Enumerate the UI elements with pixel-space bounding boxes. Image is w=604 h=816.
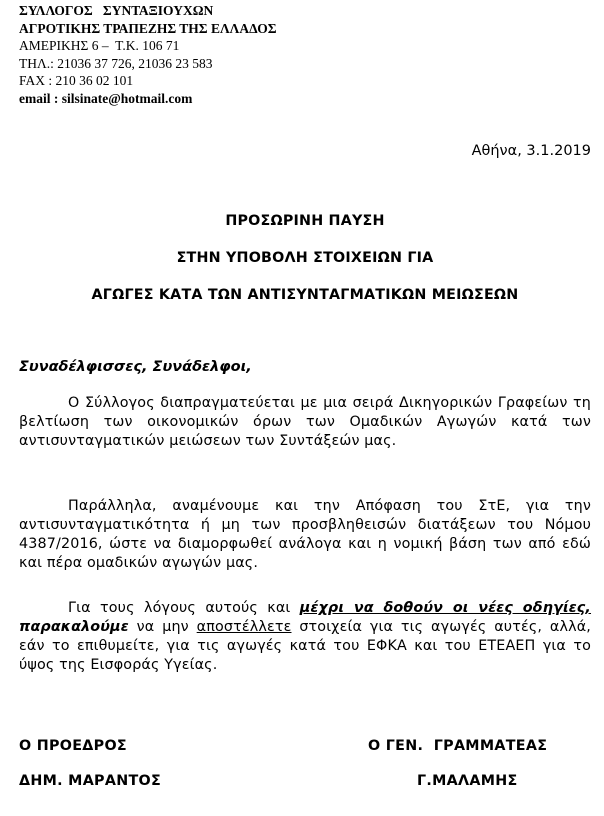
letterhead [19,2,419,108]
letterhead-fax: FAX : 210 36 02 101 [19,73,134,89]
secretary-name: Γ.ΜΑΛΑΜΗΣ [417,773,518,789]
letterhead-address: ΑΜΕΡΙΚΗΣ 6 – Τ.Κ. 106 71 [19,38,180,54]
paragraph-2: Παράλληλα, αναμένουμε και την Απόφαση του ΣτΕ, για την αντισυνταγματικότητα ή μη των προσβληθεισών διατάξεων του Νόμου 4387/2016, ώστε να διαμορφωθεί ανάλογα και η νομική βάση των από εδώ και πέρα ομαδικών αγωγών μας. [19,498,591,571]
letterhead-line2: ΑΓΡΟΤΙΚΗΣ ΤΡΑΠΕΖΗΣ ΤΗΣ ΕΛΛΑΔΟΣ [19,20,277,36]
paragraph-3-text: να μην [128,619,197,635]
paragraph-3-text: Για τους λόγους αυτούς και [68,600,300,616]
paragraph-3-emphasis: μέχρι να δοθούν οι νέες οδηγίες, [299,600,592,616]
letterhead-line1: ΣΥΛΛΟΓΟΣ ΣΥΝΤΑΞΙΟΥΧΩΝ [19,3,214,18]
letterhead-email: email : silsinate@hotmail.com [19,90,193,106]
paragraph-1: Ο Σύλλογος διαπραγματεύεται με μια σειρά Δικηγορικών Γραφείων τη βελτίωση των οικονομικών όρων των Ομαδικών Αγωγών κατά των αντισυνταγματικών μειώσεων των Συντάξεών μας. [19,395,591,449]
president-title: Ο ΠΡΟΕΔΡΟΣ [19,738,127,754]
letterhead-phone: ΤΗΛ.: 21036 37 726, 21036 23 583 [19,55,213,71]
president-name: ΔΗΜ. ΜΑΡΑΝΤΟΣ [19,773,162,789]
paragraph-3-text: στοιχεία για τις αγωγές αυτές, αλλά, εάν το επιθυμείτε, για τις αγωγές κατά του ΕΦΚΑ και του ΕΤΕΑΕΠ για το ύψος της Εισφοράς Υγείας. [19,619,591,673]
secretary-title: Ο ΓΕΝ. ΓΡΑΜΜΑΤΕΑΣ [368,738,548,754]
paragraph-3-request: παρακαλούμε [19,619,129,635]
title-line2: ΣΤΗΝ ΥΠΟΒΟΛΗ ΣΤΟΙΧΕΙΩΝ ΓΙΑ [176,250,434,266]
greeting: Συναδέλφισσες, Συνάδελφοι, [19,359,252,375]
letter-date: Αθήνα, 3.1.2019 [471,143,591,159]
title-line3: ΑΓΩΓΕΣ ΚΑΤΑ ΤΩΝ ΑΝΤΙΣΥΝΤΑΓΜΑΤΙΚΩΝ ΜΕΙΩΣΕΩΝ [91,287,519,303]
title-line1: ΠΡΟΣΩΡΙΝΗ ΠΑΥΣΗ [225,213,385,229]
paragraph-3-underlined: αποστέλλετε [196,619,292,635]
paragraph-3 [19,599,591,675]
